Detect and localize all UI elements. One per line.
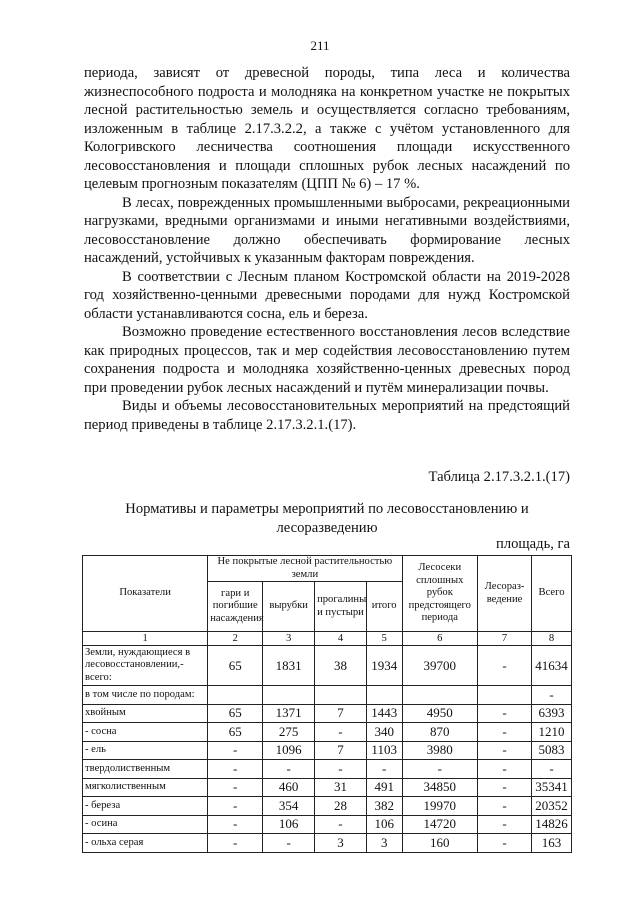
table-cell: - <box>478 815 532 834</box>
table-title: Нормативы и параметры мероприятий по лесовосстановлению и лесоразведению <box>125 501 529 536</box>
table-cell: - <box>478 646 532 686</box>
row-label: - береза <box>83 797 208 816</box>
table-cell: 1443 <box>366 704 402 723</box>
table-cell: 65 <box>208 646 263 686</box>
table-cell: - <box>532 760 572 779</box>
table-cell: 5083 <box>532 741 572 760</box>
table-cell: 39700 <box>402 646 478 686</box>
table-cell: 1096 <box>263 741 315 760</box>
table-cell: - <box>478 834 532 853</box>
row-label: хвойным <box>83 704 208 723</box>
table-cell: - <box>315 723 367 742</box>
table-cell: 3 <box>366 834 402 853</box>
table-row <box>83 815 572 834</box>
table-cell: 275 <box>263 723 315 742</box>
table-cell: - <box>402 760 478 779</box>
header-afforestation: Лесораз-ведение <box>478 556 532 632</box>
header-uncovered-lands: Не покрытые лесной растительностью земли <box>208 556 402 582</box>
table-cell: - <box>263 760 315 779</box>
column-numbers-row <box>83 632 572 646</box>
table-row <box>83 778 572 797</box>
table-row <box>83 686 572 705</box>
row-label: в том числе по породам: <box>83 686 208 705</box>
table-cell: 106 <box>263 815 315 834</box>
row-label: - осина <box>83 815 208 834</box>
table-cell: 460 <box>263 778 315 797</box>
column-number: 4 <box>315 632 367 646</box>
table-cell: 65 <box>208 704 263 723</box>
table-cell: 3 <box>315 834 367 853</box>
row-label: - ель <box>83 741 208 760</box>
table-cell: - <box>315 815 367 834</box>
body-text <box>84 64 570 434</box>
table-row <box>83 741 572 760</box>
table-cell <box>366 686 402 705</box>
table-cell: 41634 <box>532 646 572 686</box>
table-cell <box>263 686 315 705</box>
table-cell: - <box>478 704 532 723</box>
table-cell: 1210 <box>532 723 572 742</box>
table-cell: 382 <box>366 797 402 816</box>
row-label: Земли, нуждающиеся в лесовосстановлении,-всего: <box>83 646 208 686</box>
header-indicators: Показатели <box>83 556 208 632</box>
table-cell <box>478 686 532 705</box>
table-cell: - <box>208 797 263 816</box>
table-units: площадь, га <box>496 536 570 552</box>
column-number: 6 <box>402 632 478 646</box>
table-cell <box>402 686 478 705</box>
table-row <box>83 760 572 779</box>
paragraph-2: В лесах, поврежденных промышленными выбросами, рекреационными нагрузками, вредными организмами и иными негативными воздействиями, лесовосстановление должно обеспечивать формирование лесных насаждений, устойчивых к указанным факторам повреждения. <box>84 194 570 266</box>
table-cell <box>208 686 263 705</box>
paragraph-4: Возможно проведение естественного восстановления лесов вследствие как природных процессов, так и мер содействия лесовосстановлению путем сохранения подроста и молодняка хозяйственно-ценных древесных пород при проведении рубок лесных насаждений и путём минерализации почвы. <box>84 324 570 396</box>
paragraph-3: В соответствии с Лесным планом Костромской области на 2019-2028 год хозяйственно-ценными древесными породами для нужд Костромской области устанавливаются сосна, ель и береза. <box>84 268 570 322</box>
table-cell: - <box>478 760 532 779</box>
table-cell: - <box>478 778 532 797</box>
table-cell: 34850 <box>402 778 478 797</box>
paragraph-5: Виды и объемы лесовосстановительных мероприятий на предстоящий период приведены в таблице 2.17.3.2.1.(17). <box>84 398 570 433</box>
row-label: мягколиственным <box>83 778 208 797</box>
column-number: 3 <box>263 632 315 646</box>
table-cell: 160 <box>402 834 478 853</box>
table-row <box>83 723 572 742</box>
table-cell: 340 <box>366 723 402 742</box>
table-cell: 1934 <box>366 646 402 686</box>
table-cell: - <box>208 815 263 834</box>
table-cell: - <box>208 741 263 760</box>
table-row <box>83 704 572 723</box>
table-row <box>83 797 572 816</box>
table-cell: 1103 <box>366 741 402 760</box>
table-cell: - <box>263 834 315 853</box>
table-cell: 65 <box>208 723 263 742</box>
table-row <box>83 834 572 853</box>
column-number: 7 <box>478 632 532 646</box>
header-clearcuts: вырубки <box>263 582 315 632</box>
table-cell: 7 <box>315 704 367 723</box>
table-cell: 28 <box>315 797 367 816</box>
row-label: - ольха серая <box>83 834 208 853</box>
column-number: 8 <box>532 632 572 646</box>
table-cell: 19970 <box>402 797 478 816</box>
table-cell: - <box>366 760 402 779</box>
table-cell: 354 <box>263 797 315 816</box>
table-cell: 1831 <box>263 646 315 686</box>
table-cell: 35341 <box>532 778 572 797</box>
header-total: Всего <box>532 556 572 632</box>
table-cell: 106 <box>366 815 402 834</box>
table-cell: - <box>532 686 572 705</box>
column-number: 5 <box>366 632 402 646</box>
table-cell: - <box>478 741 532 760</box>
table-cell: 38 <box>315 646 367 686</box>
table-row <box>83 646 572 686</box>
table-cell: 14826 <box>532 815 572 834</box>
table-cell: 7 <box>315 741 367 760</box>
table-cell: 163 <box>532 834 572 853</box>
table-cell: 4950 <box>402 704 478 723</box>
row-label: твердолиственным <box>83 760 208 779</box>
table-cell: - <box>208 760 263 779</box>
page-number: 211 <box>310 38 330 53</box>
table-cell <box>315 686 367 705</box>
table-cell: 20352 <box>532 797 572 816</box>
column-number: 2 <box>208 632 263 646</box>
table-cell: - <box>208 834 263 853</box>
table-cell: - <box>478 723 532 742</box>
table-cell: 3980 <box>402 741 478 760</box>
table-cell: 491 <box>366 778 402 797</box>
table-cell: 31 <box>315 778 367 797</box>
reforestation-table <box>82 555 572 853</box>
table-cell: - <box>315 760 367 779</box>
row-label: - сосна <box>83 723 208 742</box>
column-number: 1 <box>83 632 208 646</box>
header-cutting-areas: Лесосеки сплошных рубок предстоящего периода <box>402 556 478 632</box>
table-cell: 6393 <box>532 704 572 723</box>
table-cell: 1371 <box>263 704 315 723</box>
table-cell: - <box>478 797 532 816</box>
paragraph-1: периода, зависят от древесной породы, типа леса и количества жизнеспособного подроста и молодняка на конкретном участке не покрытых лесной растительностью земель и осуществляется согласно требованиям, изложенным в таблице 2.17.3.2.2, а также с учётом установленного для Кологривского лесничества соотношения площади искусственного лесовосстановления и площади сплошных рубок лесных насаждений по целевым прогнозным показателям (ЦПП № 6) – 17 %. <box>84 65 570 192</box>
table-cell: - <box>208 778 263 797</box>
table-caption: Таблица 2.17.3.2.1.(17) <box>428 469 570 485</box>
header-subtotal: итого <box>366 582 402 632</box>
table-cell: 14720 <box>402 815 478 834</box>
header-burned: гари и погибшие насаждения <box>208 582 263 632</box>
header-glades: прогалины и пустыри <box>315 582 367 632</box>
table-cell: 870 <box>402 723 478 742</box>
